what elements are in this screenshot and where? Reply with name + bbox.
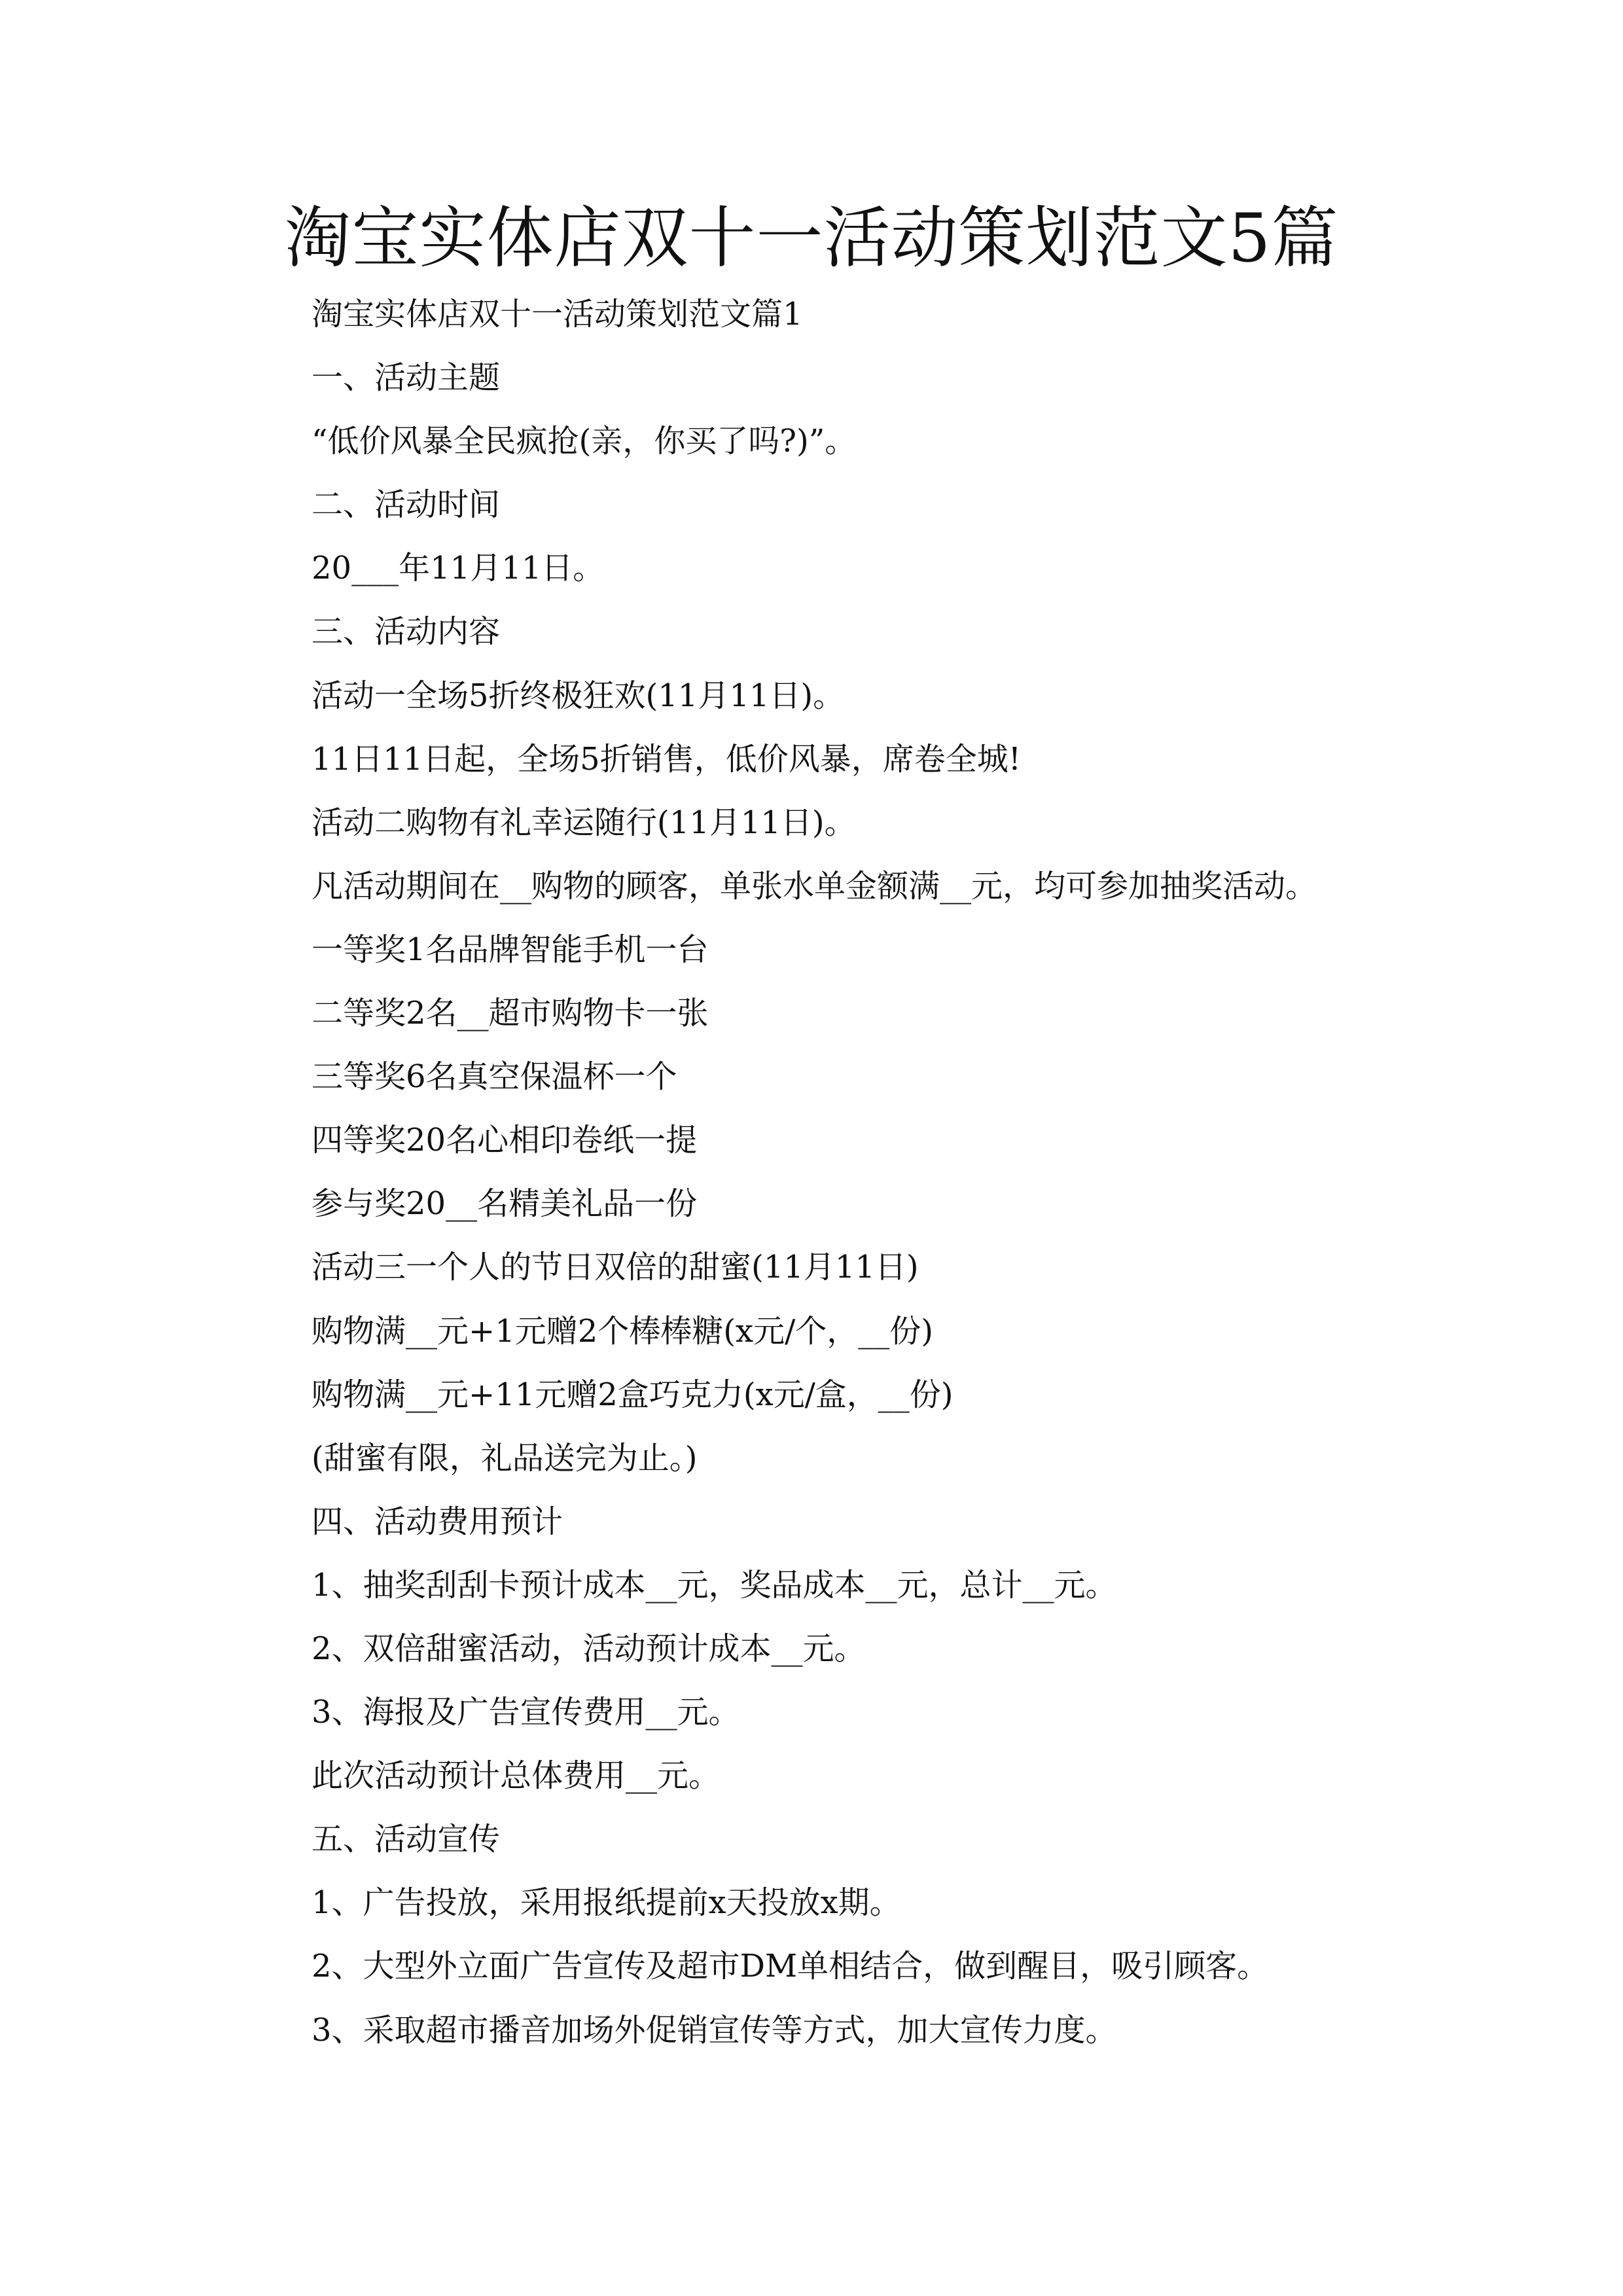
paragraph: (甜蜜有限，礼品送完为止。) (312, 1439, 698, 1477)
document-title: 淘宝实体店双十一活动策划范文5篇 (284, 200, 1339, 278)
document-body (312, 283, 1424, 2062)
paragraph: 凡活动期间在__购物的顾客，单张水单金额满__元，均可参加抽奖活动。 (312, 867, 1317, 905)
paragraph: 活动一全场5折终极狂欢(11月11日)。 (312, 677, 845, 714)
section-subtitle: 淘宝实体店双十一活动策划范文篇1 (312, 296, 803, 332)
prize-item: 参与奖20__名精美礼品一份 (312, 1185, 698, 1223)
heading-theme: 一、活动主题 (312, 359, 501, 397)
prize-item: 四等奖20名心相印卷纸一提 (312, 1122, 698, 1159)
paragraph: 20___年11月11日。 (312, 550, 605, 587)
paragraph: 购物满__元+11元赠2盒巧克力(x元/盒，__份) (312, 1376, 954, 1413)
paragraph: 3、海报及广告宣传费用__元。 (312, 1694, 740, 1731)
paragraph: 活动二购物有礼幸运随行(11月11日)。 (312, 804, 856, 841)
heading-promotion: 五、活动宣传 (312, 1821, 501, 1858)
paragraph: 此次活动预计总体费用__元。 (312, 1757, 721, 1795)
paragraph: 2、大型外立面广告宣传及超市DM单相结合，做到醒目，吸引顾客。 (312, 1948, 1269, 1985)
paragraph: 2、双倍甜蜜活动，活动预计成本__元。 (312, 1630, 866, 1667)
paragraph: 1、广告投放，采用报纸提前x天投放x期。 (312, 1884, 901, 1922)
heading-content: 三、活动内容 (312, 613, 501, 651)
heading-budget: 四、活动费用预计 (312, 1503, 563, 1540)
paragraph: 3、采取超市播音加场外促销宣传等方式，加大宣传力度。 (312, 2011, 1117, 2049)
paragraph: “低价风暴全民疯抢(亲，你买了吗?)”。 (312, 423, 857, 460)
prize-item: 二等奖2名__超市购物卡一张 (312, 995, 709, 1032)
paragraph: 1、抽奖刮刮卡预计成本__元，奖品成本__元，总计__元。 (312, 1566, 1117, 1604)
paragraph: 活动三一个人的节日双倍的甜蜜(11月11日) (312, 1249, 919, 1286)
paragraph: 11日11日起，全场5折销售，低价风暴，席卷全城! (312, 740, 1021, 778)
heading-time: 二、活动时间 (312, 486, 501, 524)
prize-item: 三等奖6名真空保温杯一个 (312, 1058, 677, 1096)
prize-item: 一等奖1名品牌智能手机一台 (312, 931, 709, 968)
paragraph: 购物满__元+1元赠2个棒棒糖(x元/个，__份) (312, 1312, 933, 1350)
